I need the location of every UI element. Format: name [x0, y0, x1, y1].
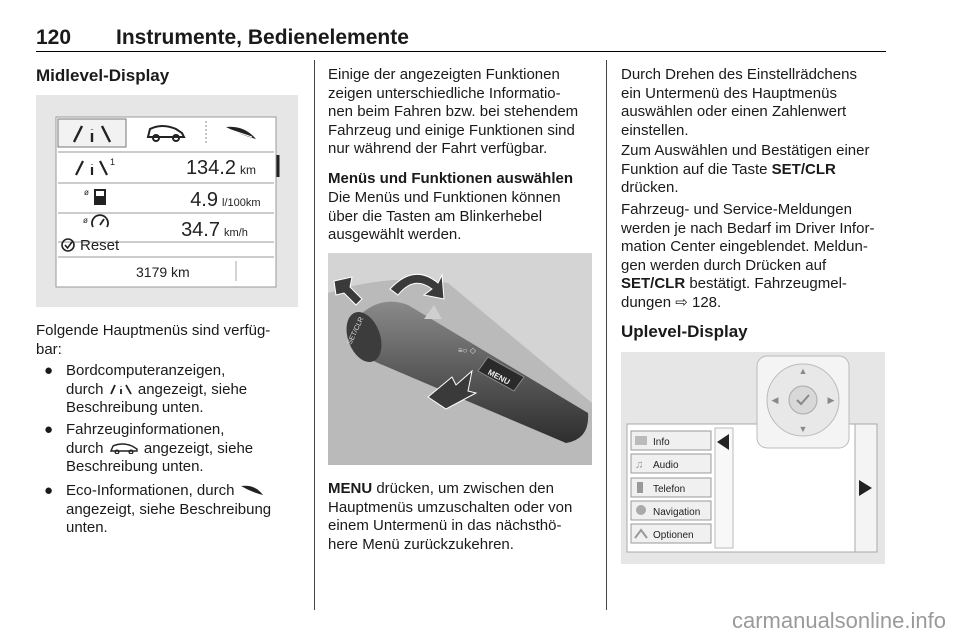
trip-index: 1	[110, 157, 116, 167]
trip-computer-icon	[108, 383, 134, 395]
page-number: 120	[36, 26, 72, 49]
menu-item-navigation[interactable]	[631, 501, 711, 520]
set-clr-key: SET/CLR	[771, 160, 836, 178]
text-line: Funktion auf die Taste	[621, 160, 772, 178]
text-line: ein Untermenü des Hauptmenüs	[621, 84, 837, 102]
bullet-text: Eco-Informationen, durch	[66, 482, 235, 499]
text-line: dungen	[621, 293, 676, 311]
text-line: nur während der Fahrt verfügbar.	[328, 140, 548, 157]
uplevel-heading: Uplevel-Display	[621, 322, 748, 341]
menu-item-label: Navigation	[653, 507, 701, 518]
menu-item-optionen[interactable]	[631, 524, 711, 543]
column-divider-2	[606, 60, 607, 610]
set-clr-key: SET/CLR	[621, 275, 686, 292]
bullet-text: durch	[66, 380, 104, 398]
turn-signal-lever-figure	[328, 253, 592, 465]
left-nav-icon: ◀	[771, 395, 779, 405]
right-nav-icon: ▶	[827, 395, 835, 405]
menu-item-label: Optionen	[653, 530, 694, 541]
avg-speed-value: 34.7	[181, 219, 220, 241]
intro-line-2: bar:	[36, 340, 62, 358]
bullet-text: angezeigt, siehe	[137, 380, 248, 398]
compass-icon	[636, 505, 646, 515]
text-line: gen werden durch Drücken auf	[621, 256, 827, 274]
text-line: zeigen unterschiedliche Informatio-	[328, 84, 561, 102]
menus-heading: Menüs und Funktionen auswählen	[328, 170, 574, 187]
trip-distance-unit: km	[240, 163, 256, 177]
header-rule	[36, 51, 886, 52]
bullet-dot: ●	[44, 482, 54, 499]
text-line: auswählen oder einen Zahlenwert	[621, 103, 847, 120]
set-clr-label: SET/CLR	[346, 316, 366, 346]
svg-text:ø: ø	[84, 188, 89, 197]
text-line: nen beim Fahren bzw. bei stehendem	[328, 103, 579, 120]
music-note-icon: ♫	[635, 459, 644, 471]
phone-icon	[637, 482, 643, 493]
watermark: carmanualsonline.info	[731, 608, 946, 633]
page-reference-arrow-icon: ⇨	[675, 293, 688, 311]
down-arrow-icon: ▼	[798, 424, 808, 434]
bullet-text: angezeigt, siehe	[143, 439, 254, 457]
page-reference[interactable]: 128.	[691, 293, 722, 311]
fuel-consumption-value: 4.9	[190, 189, 218, 211]
confirm-paragraph	[621, 142, 893, 198]
vehicle-info-icon	[108, 442, 140, 454]
bullet-dot: ●	[44, 421, 54, 438]
menu-paragraph	[328, 480, 598, 554]
menu-item-label: Audio	[653, 460, 679, 471]
rotate-paragraph	[621, 66, 893, 140]
intro-paragraph	[36, 322, 306, 359]
text-line: einstellen.	[621, 121, 689, 139]
bullet-text: Fahrzeuginformationen,	[66, 421, 225, 438]
text-line: werden je nach Bedarf im Driver Infor-	[621, 219, 875, 237]
bullet-dot: ●	[44, 362, 54, 379]
menu-item-label: Info	[653, 437, 670, 448]
trip-distance-value: 134.2	[185, 157, 236, 179]
bullet-text: angezeigt, siehe Beschreibung	[66, 500, 272, 518]
up-arrow-icon: ▲	[798, 366, 808, 376]
bullet-text: durch	[66, 439, 104, 457]
eco-info-icon	[239, 483, 265, 497]
menu-item-label: Telefon	[653, 484, 686, 495]
intro-line-1: Folgende Hauptmenüs sind verfüg-	[36, 322, 271, 339]
menu-item-audio[interactable]	[631, 454, 711, 473]
bullet-text: unten.	[66, 519, 108, 536]
page-title: Instrumente, Bedienelemente	[116, 26, 409, 49]
text-line: Hauptmenüs umzuschalten oder von	[328, 498, 573, 516]
text-line: ausgewählt werden.	[328, 226, 462, 243]
text-line: drücken.	[621, 179, 679, 196]
text-line: here Menü zurückzukehren.	[328, 535, 514, 553]
text-line: Fahrzeug und einige Funktionen sind	[328, 121, 575, 139]
svg-text:ø: ø	[83, 216, 88, 225]
bullet-text: Beschreibung unten.	[66, 399, 204, 416]
info-icon	[635, 436, 647, 445]
reset-label: Reset	[80, 237, 120, 254]
text-line: Einige der angezeigten Funktionen	[328, 66, 560, 83]
lever-icons-label: ≡○ ◇	[458, 346, 476, 355]
midlevel-display-figure	[36, 95, 298, 307]
odometer-value: 3179 km	[136, 264, 190, 280]
menu-word: MENU	[328, 480, 373, 497]
menu-item-info[interactable]	[631, 431, 711, 450]
menus-paragraph	[328, 189, 598, 245]
menu-button-label: MENU	[486, 367, 512, 387]
bullet-text: Bordcomputeranzeigen,	[66, 362, 226, 379]
text-line: Fahrzeug- und Service-Meldungen	[621, 201, 852, 218]
midlevel-heading: Midlevel-Display	[36, 66, 170, 85]
uplevel-display-figure	[621, 352, 885, 564]
text-line: bestätigt. Fahrzeugmel-	[685, 275, 847, 292]
text-line: Zum Auswählen und Bestätigen einer	[621, 142, 870, 159]
messages-paragraph	[621, 201, 893, 312]
text-line: Die Menüs und Funktionen können	[328, 189, 561, 206]
bullet-text: Beschreibung unten.	[66, 458, 204, 475]
text-line: Durch Drehen des Einstellrädchens	[621, 66, 857, 83]
text-line: drücken, um zwischen den	[372, 480, 554, 497]
text-line: über die Tasten am Blinkerhebel	[328, 207, 543, 225]
menu-item-telefon[interactable]	[631, 478, 711, 497]
functions-paragraph	[328, 66, 598, 159]
text-line: mation Center eingeblendet. Meldun-	[621, 238, 868, 255]
avg-speed-unit: km/h	[224, 227, 248, 239]
text-line: einem Untermenü in das nächsthö-	[328, 517, 562, 534]
fuel-consumption-unit: l/100km	[222, 197, 261, 209]
